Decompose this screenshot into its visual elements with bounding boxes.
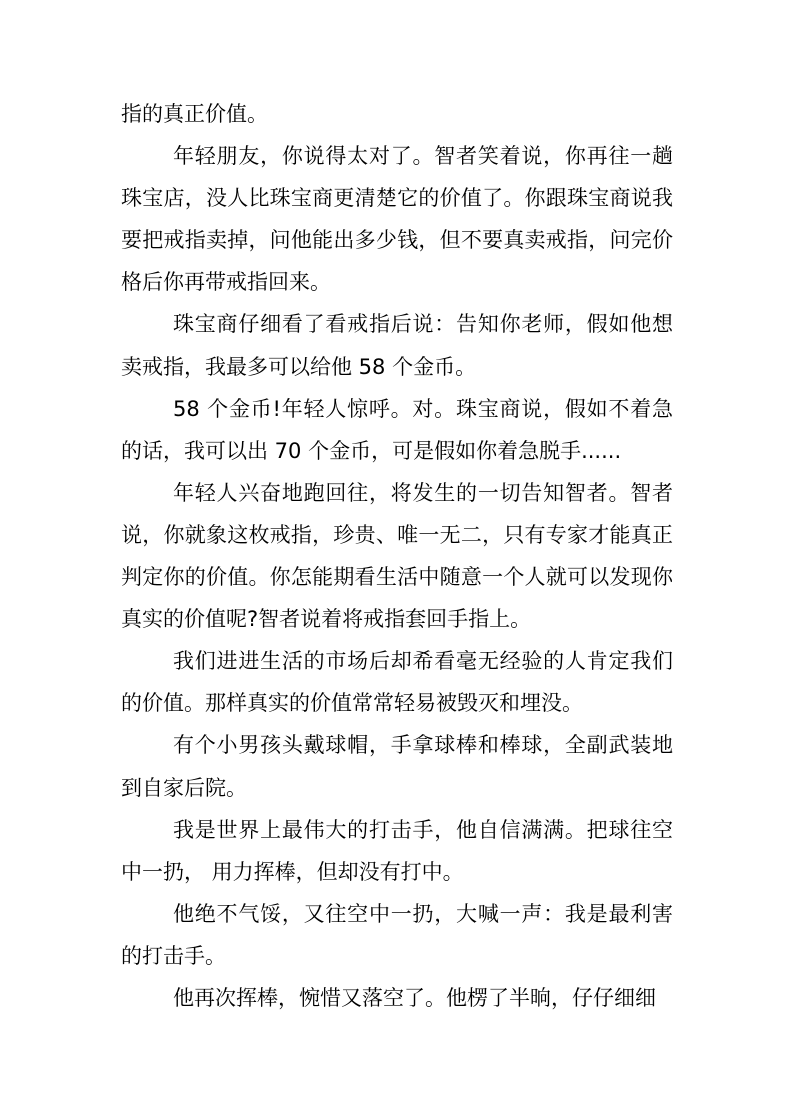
paragraph: 我是世界上最伟大的打击手，他自信满满。把球往空中一扔， 用力挥棒，但却没有打中。 [121, 817, 673, 884]
paragraph: 年轻人兴奋地跑回往，将发生的一切告知智者。智者说，你就象这枚戒指，珍贵、唯一无二，只有专家才能真正判定你的价值。你怎能期看生活中随意一个人就可以发现你真实的价值呢?智者说着将戒指套回手指上。 [121, 480, 673, 632]
paragraph-continuation: 指的真正价值。 [121, 102, 268, 126]
paragraph: 他再次挥棒，惋惜又落空了。他楞了半晌，仔仔细细 [173, 985, 656, 1010]
paragraph: 珠宝商仔细看了看戒指后说：告知你老师，假如他想卖戒指，我最多可以给他 58 个金币。 [121, 312, 673, 379]
paragraph: 有个小男孩头戴球帽，手拿球棒和棒球，全副武装地到自家后院。 [121, 733, 673, 800]
paragraph: 58 个金币!年轻人惊呼。对。珠宝商说，假如不着急的话，我可以出 70 个金币，可是假如你着急脱手...... [121, 396, 673, 463]
paragraph: 我们进进生活的市场后却希看毫无经验的人肯定我们的价值。那样真实的价值常常轻易被毁灭和埋没。 [121, 649, 673, 716]
paragraph: 他绝不气馁，又往空中一扔，大喊一声：我是最利害的打击手。 [121, 901, 673, 968]
document-body [121, 93, 673, 1019]
paragraph: 年轻朋友，你说得太对了。智者笑着说，你再往一趟珠宝店，没人比珠宝商更清楚它的价值了。你跟珠宝商说我要把戒指卖掉，问他能出多少钱，但不要真卖戒指，问完价格后你再带戒指回来。 [121, 144, 673, 295]
